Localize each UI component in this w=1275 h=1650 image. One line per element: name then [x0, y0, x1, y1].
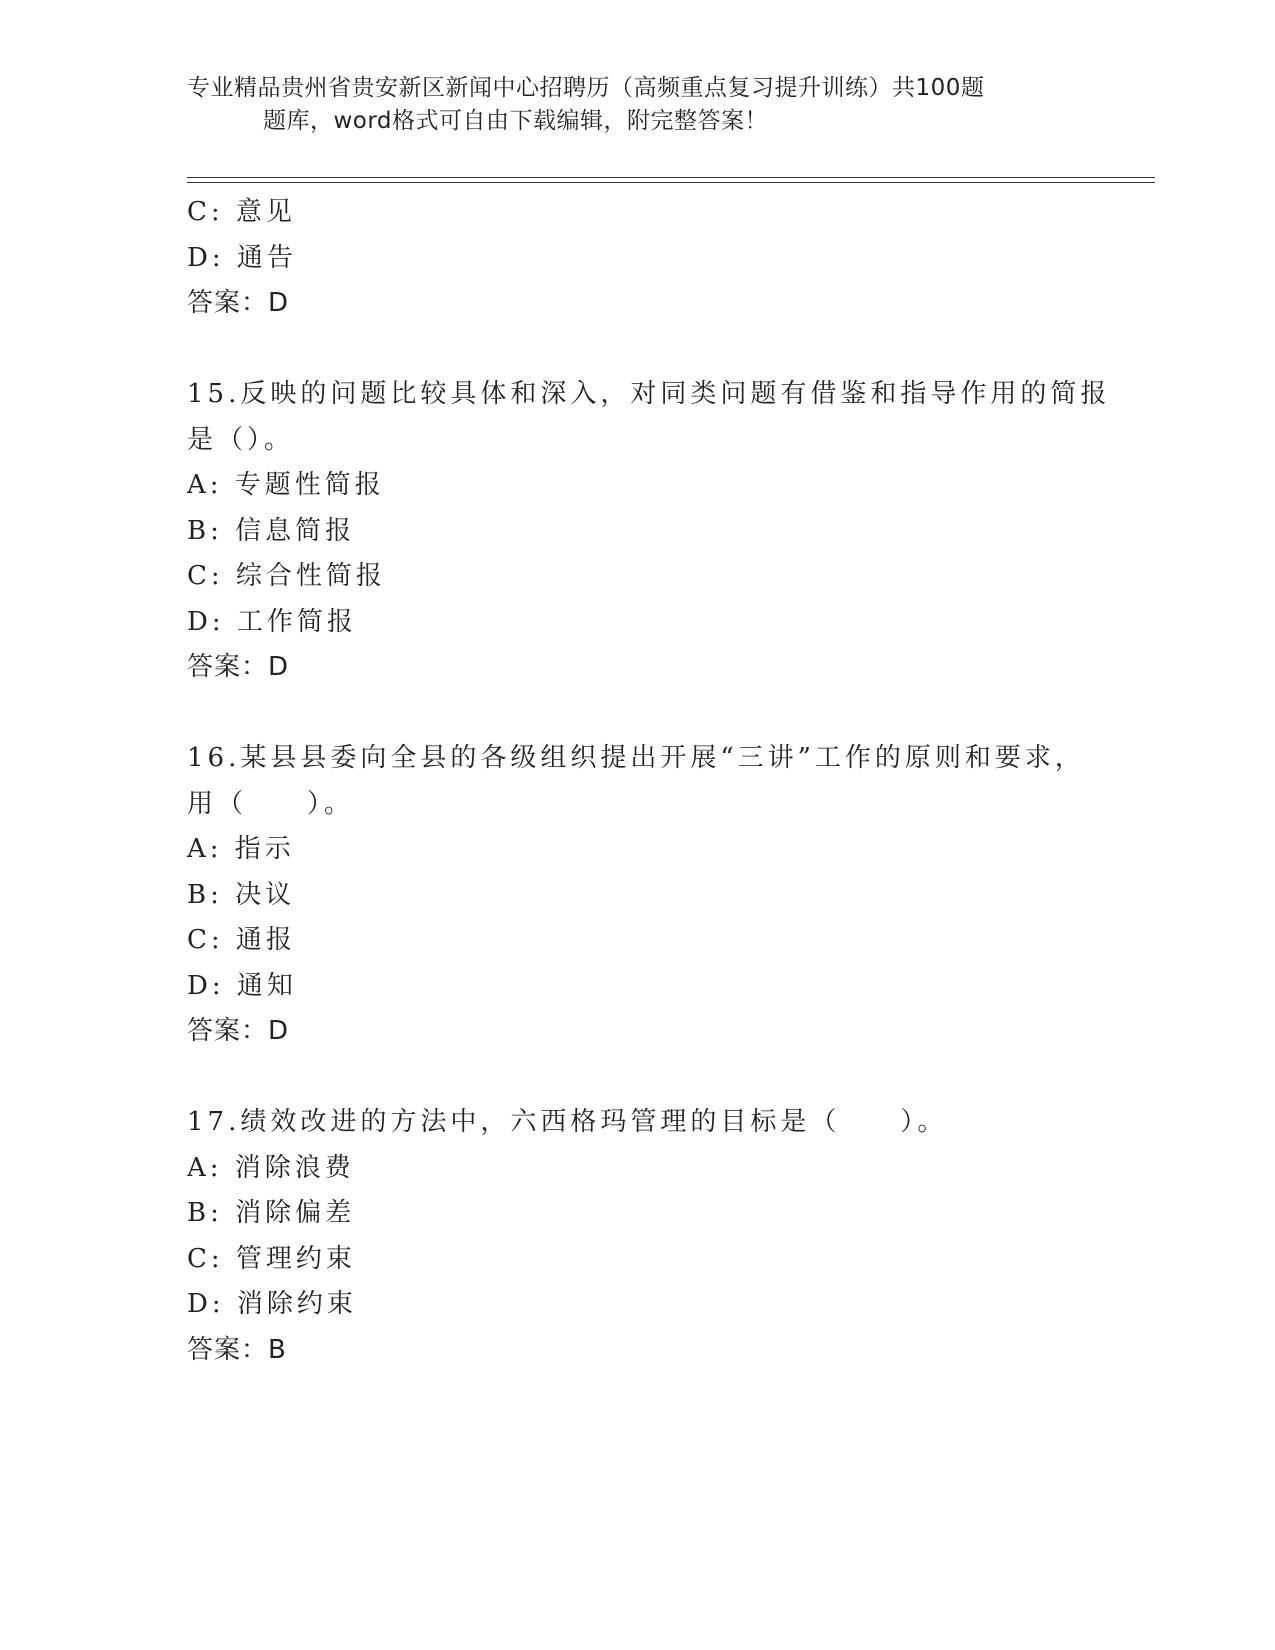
question-16-option-b: B: 决议 — [187, 879, 296, 910]
header-title-line2: 题库，word格式可自由下载编辑，附完整答案！ — [263, 108, 769, 134]
question-17-option-b: B: 消除偏差 — [187, 1198, 356, 1228]
document-header — [187, 72, 1067, 138]
question-15-option-b: B: 信息简报 — [187, 515, 356, 546]
question-15-text: 15.反映的问题比较具体和深入，对同类问题有借鉴和指导作用的简报 — [187, 379, 1111, 409]
spacer — [187, 327, 1087, 373]
question-17-option-c: C: 管理约束 — [187, 1243, 356, 1274]
spacer — [187, 1055, 1087, 1101]
question-15-option-c: C: 综合性简报 — [187, 561, 386, 591]
option-d: D: 通告 — [187, 242, 297, 273]
question-16-answer: 答案：D — [187, 1016, 290, 1046]
question-list — [187, 190, 1111, 1373]
question-17-option-a: A: 消除浪费 — [187, 1152, 355, 1183]
question-17-text: 17.绩效改进的方法中，六西格玛管理的目标是（ ）。 — [187, 1107, 948, 1137]
header-rule-top — [187, 177, 1155, 178]
question-17-answer: 答案：B — [187, 1334, 287, 1365]
option-c: C: 意见 — [187, 197, 296, 227]
answer-line: 答案：D — [187, 288, 290, 318]
question-16-option-d: D: 通知 — [187, 970, 297, 1001]
question-17-option-d: D: 消除约束 — [187, 1289, 357, 1319]
question-16-text-cont: 用（ ）。 — [187, 788, 355, 819]
question-15-option-d: D: 工作简报 — [187, 606, 357, 637]
question-16-option-a: A: 指示 — [187, 834, 295, 864]
spacer — [187, 691, 1087, 737]
question-15-text-cont: 是（）。 — [187, 424, 295, 455]
header-rule-bottom — [187, 182, 1155, 183]
question-15-option-a: A: 专题性简报 — [187, 470, 385, 500]
header-title-line1: 专业精品贵州省贵安新区新闻中心招聘历（高频重点复习提升训练）共100题 — [187, 75, 985, 101]
question-16-option-c: C: 通报 — [187, 925, 296, 955]
question-16-text: 16.某县县委向全县的各级组织提出开展“三讲”工作的原则和要求， — [187, 743, 1085, 773]
question-15-answer: 答案：D — [187, 652, 290, 682]
